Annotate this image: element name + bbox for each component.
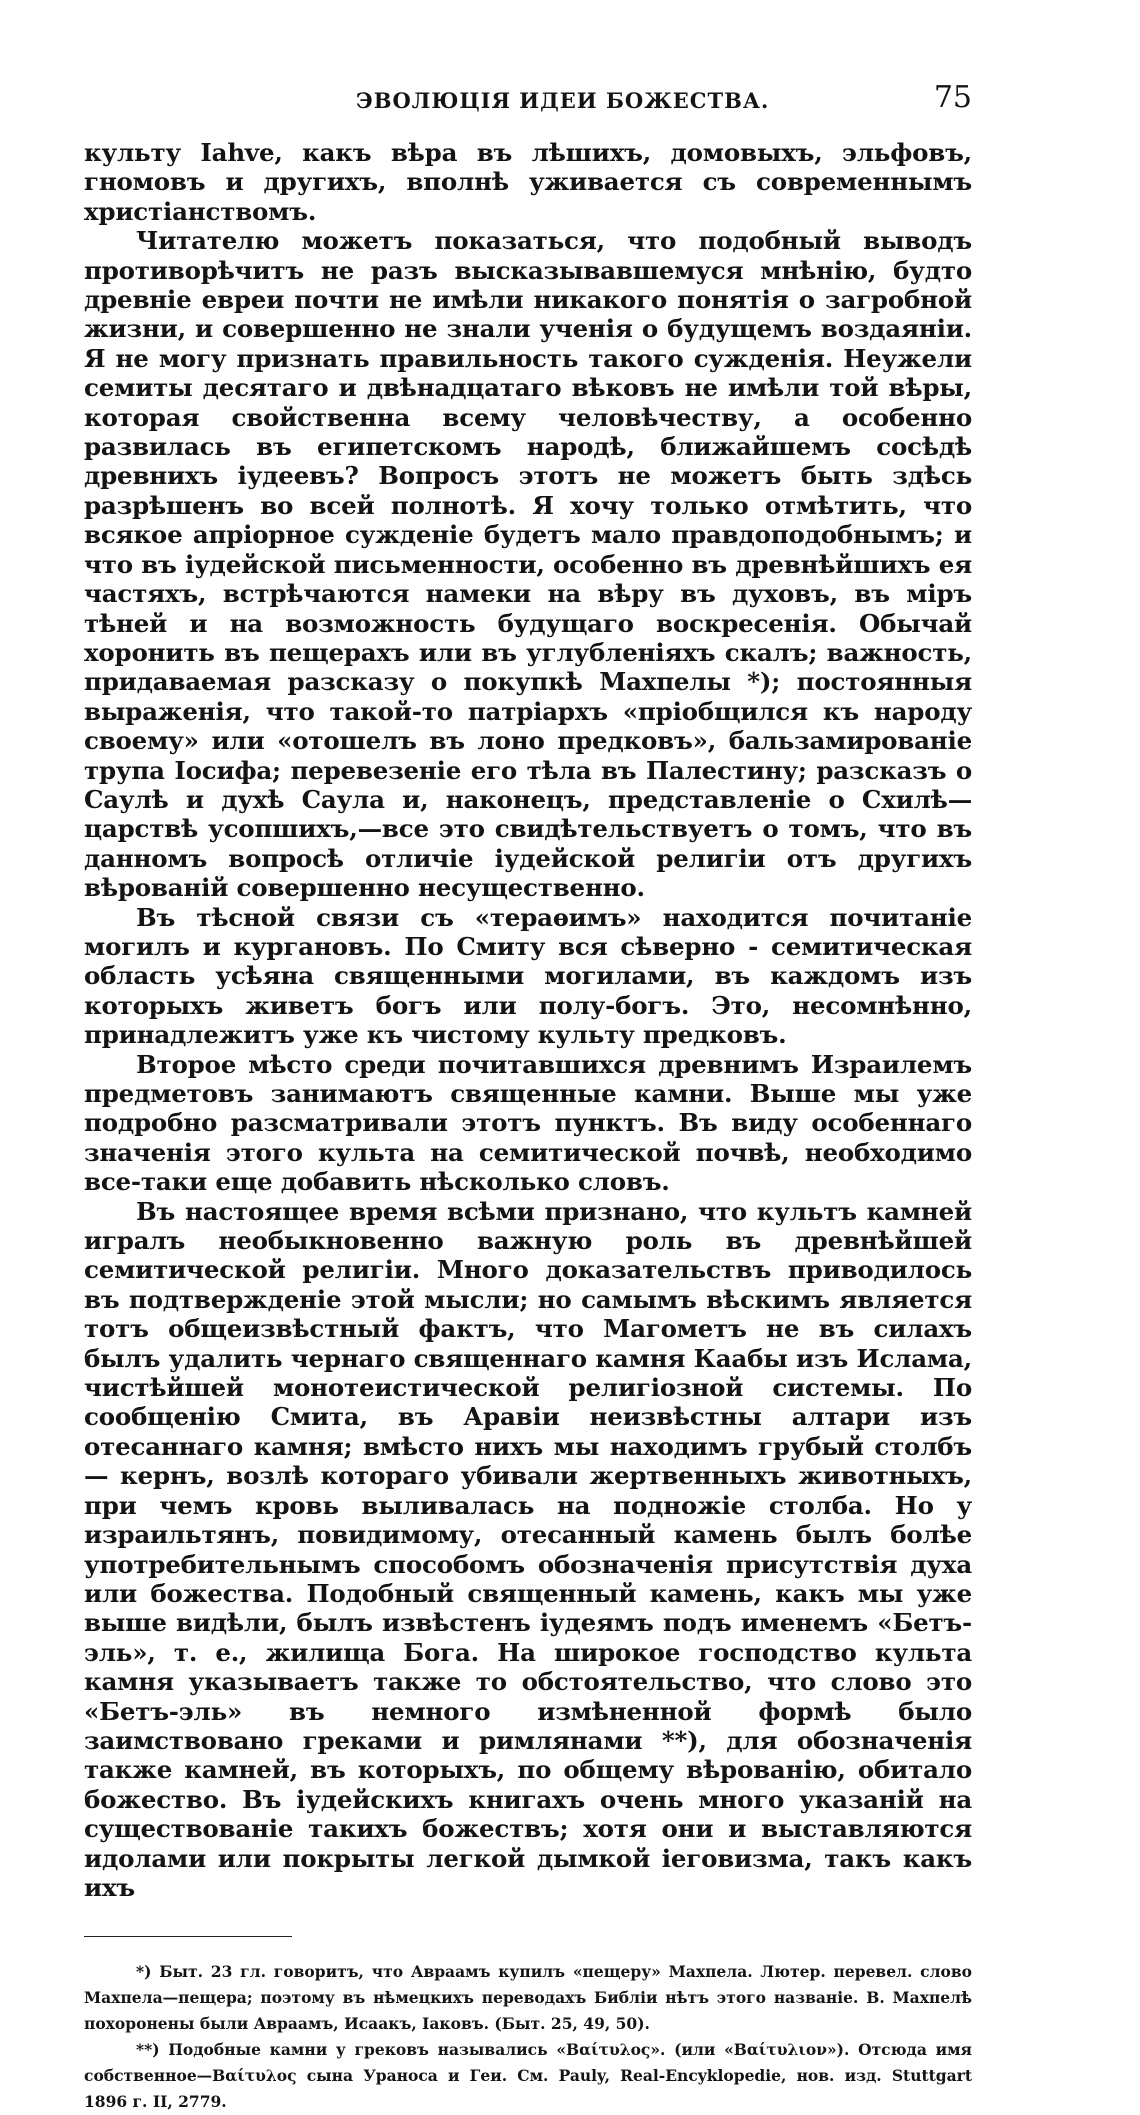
paragraph-continued: культу Iahve, какъ вѣра въ лѣшихъ, домовыхъ, эльфовъ, гномовъ и другихъ, вполнѣ уживается съ современнымъ христіанствомъ. <box>84 138 972 226</box>
paragraph-graves: Въ тѣсной связи съ «тераѳимъ» находится почитаніе могилъ и кургановъ. По Смиту вся сѣверно - семитическая область усѣяна священными могилами, въ каждомъ изъ которыхъ живетъ богъ или полу-богъ. Это, несомнѣнно, принадлежитъ уже къ чистому культу предковъ. <box>84 902 972 1050</box>
footnotes <box>84 1959 972 2115</box>
body-text <box>84 138 972 1902</box>
footnote-2: **) Подобные камни у грековъ назывались «Βαίτυλος». (или «Βαίτυλιον»). Отсюда имя собственное—Βαίτυλος сына Ураноса и Геи. См. Pauly, Real-Encyklopedie, нов. изд. Stuttgart 1896 г. II, 2779. <box>84 2040 972 2112</box>
paragraph-afterlife: Читателю можетъ показаться, что подобный выводъ противорѣчитъ не разъ высказывавшемуся мнѣнію, будто древніе евреи почти не имѣли никакого понятія о загробной жизни, и совершенно не знали ученія о будущемъ воздаяніи. Я не могу признать правильность такого сужденія. Неужели семиты десятаго и двѣнадцатаго вѣковъ не имѣли той вѣры, которая свойственна всему человѣчеству, а особенно развилась въ египетскомъ народѣ, ближайшемъ сосѣдѣ древнихъ іудеевъ? Вопросъ этотъ не можетъ быть здѣсь разрѣшенъ во всей полнотѣ. Я хочу только отмѣтить, что всякое апріорное сужденіе будетъ мало правдоподобнымъ; и что въ іудейской письменности, особенно въ древнѣйшихъ ея частяхъ, встрѣчаются намеки на вѣру въ духовъ, въ міръ тѣней и на возможность будущаго воскресенія. Обычай хоронить въ пещерахъ или въ углубленіяхъ скалъ; важность, придаваемая разсказу о покупкѣ Махпелы *); постоянныя выраженія, что такой-то патріархъ «пріобщился къ народу своему» или «отошелъ въ лоно предковъ», бальзамированіе трупа Іосифа; перевезеніе его тѣла въ Палестину; разсказъ о Саулѣ и духѣ Саула и, наконецъ, представленіе о Схилѣ—царствѣ усопшихъ,—все это свидѣтельствуетъ о томъ, что въ данномъ вопросѣ отличіе іудейской религіи отъ другихъ вѣрованій совершенно несущественно. <box>84 226 972 903</box>
page-number: 75 <box>933 80 972 115</box>
footnote-divider <box>84 1936 292 1937</box>
paragraph-sacred-stones: Второе мѣсто среди почитавшихся древнимъ Израилемъ предметовъ занимаютъ священные камни. Выше мы уже подробно разсматривали этотъ пунктъ. Въ виду особеннаго значенія этого культа на семитической почвѣ, необходимо все-таки еще добавить нѣсколько словъ. <box>84 1049 972 1197</box>
paragraph-stone-cult: Въ настоящее время всѣми признано, что культъ камней игралъ необыкновенно важную роль въ древнѣйшей семитической религіи. Много доказательствъ приводилось въ подтвержденіе этой мысли; но самымъ вѣскимъ является тотъ общеизвѣстный фактъ, что Магометъ не въ силахъ былъ удалить чернаго священнаго камня Каабы изъ Ислама, чистѣйшей монотеистической религіозной системы. По сообщенію Смита, въ Аравіи неизвѣстны алтари изъ отесаннаго камня; вмѣсто нихъ мы находимъ грубый столбъ — кернъ, возлѣ котораго убивали жертвенныхъ животныхъ, при чемъ кровь выливалась на подножіе столба. Но у израильтянъ, повидимому, отесанный камень былъ болѣе употребительнымъ способомъ обозначенія присутствія духа или божества. Подобный священный камень, какъ мы уже выше видѣли, былъ извѣстенъ іудеямъ подъ именемъ «Бетъ-эль», т. е., жилища Бога. На широкое господство культа камня указываетъ также то обстоятельство, что слово это «Бетъ-эль» въ немного измѣненной формѣ было заимствовано греками и римлянами **), для обозначенія также камней, въ которыхъ, по общему вѣрованію, обитало божество. Въ іудейскихъ книгахъ очень много указаній на существованіе такихъ божествъ; хотя они и выставляются идолами или покрыты легкой дымкой іеговизма, такъ какъ ихъ <box>84 1196 972 1902</box>
running-title: ЭВОЛЮЦІЯ ИДЕИ БОЖЕСТВА. <box>356 88 770 113</box>
book-page <box>84 78 972 2112</box>
page-header <box>84 78 972 118</box>
footnote-1: *) Быт. 23 гл. говоритъ, что Авраамъ купилъ «пещеру» Махпела. Лютер. перевел. слово Махпела—пещера; поэтому въ нѣмецкихъ переводахъ Библіи нѣтъ этого названіе. В. Махпелѣ похоронены были Авраамъ, Исаакъ, Іаковъ. (Быт. 25, 49, 50). <box>84 1962 972 2034</box>
